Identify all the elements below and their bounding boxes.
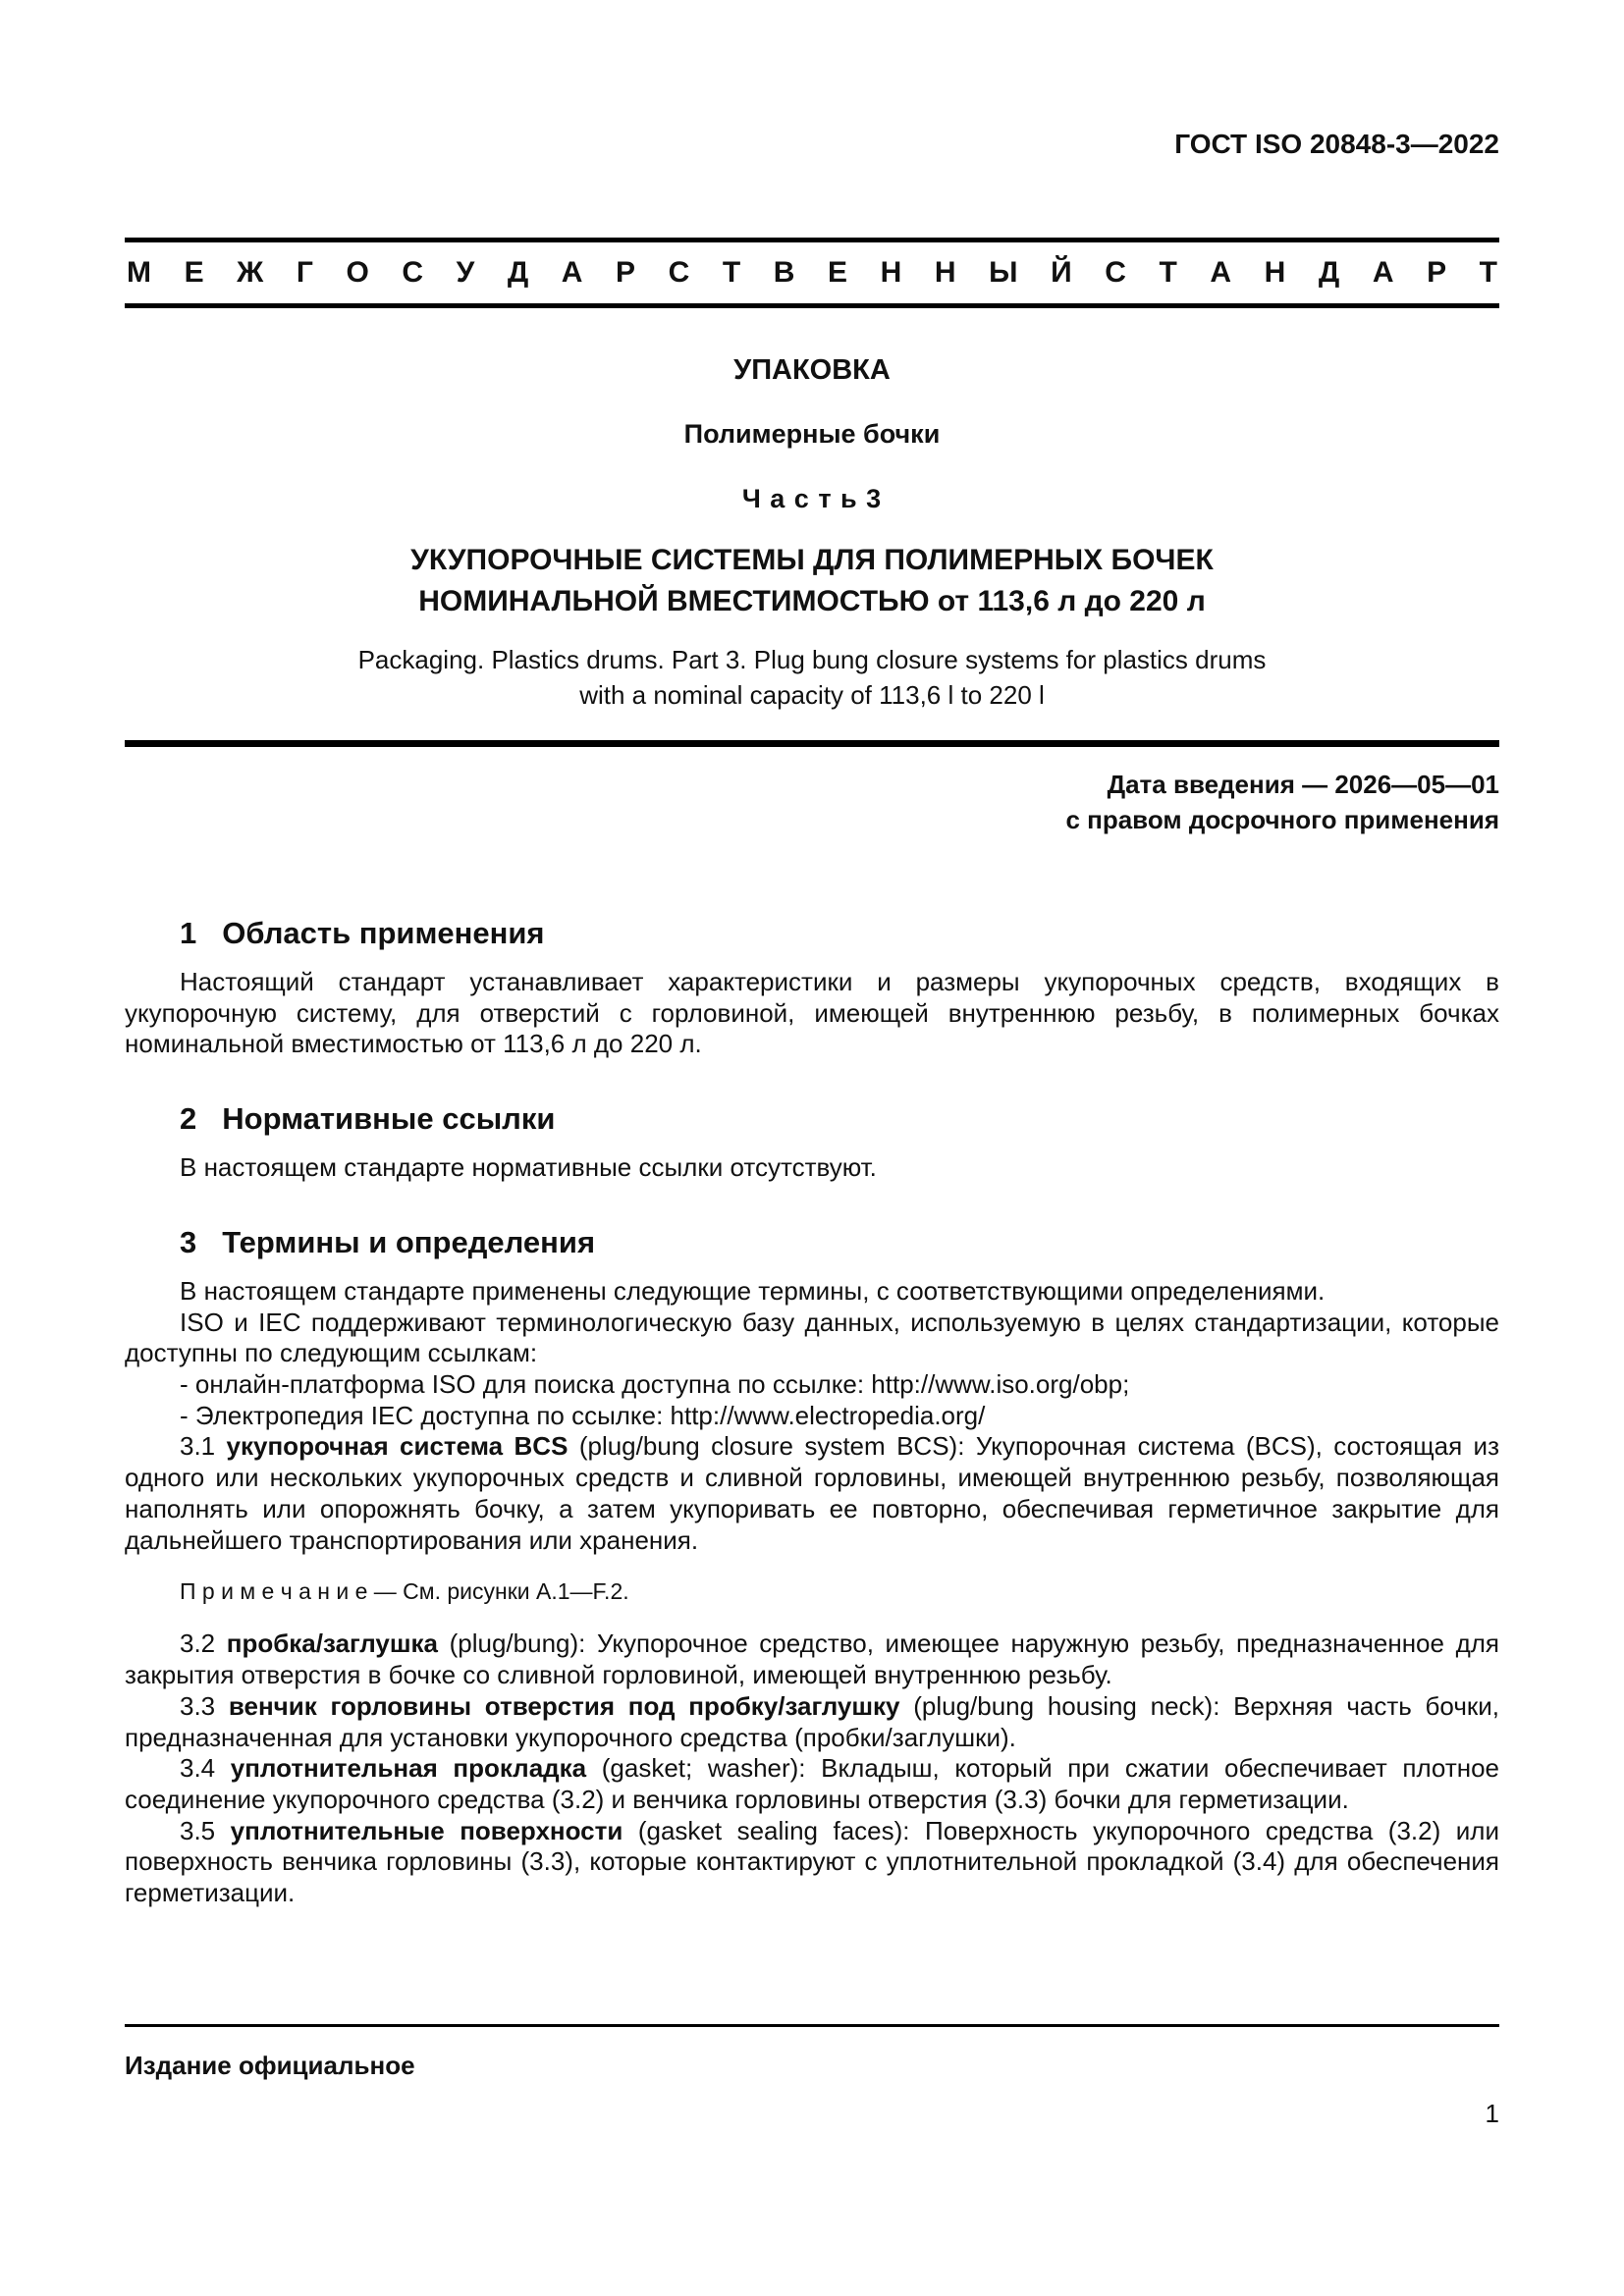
- title-main-line2: НОМИНАЛЬНОЙ ВМЕСТИМОСТЬЮ от 113,6 л до 220 л: [418, 585, 1206, 617]
- edition-official-label: Издание официальное: [125, 2051, 415, 2080]
- title-object: Полимерные бочки: [683, 419, 941, 449]
- term-3-3-definition: (plug/bung housing neck): Верхняя часть бочки, предназначенная для установки укупорочного средства (пробки/заглушки).: [125, 1690, 1499, 1752]
- section-3-heading: [180, 1223, 1499, 1262]
- title-main: [125, 540, 1499, 622]
- term-3-2-number: 3.2: [180, 1629, 227, 1659]
- title-english-line2: with a nominal capacity of 113,6 l to 220 l: [579, 680, 1045, 710]
- title-part: Ч а с т ь 3: [741, 484, 883, 513]
- title-main-line1: УКУПОРОЧНЫЕ СИСТЕМЫ ДЛЯ ПОЛИМЕРНЫХ БОЧЕК: [410, 544, 1214, 576]
- term-3-3-number: 3.3: [180, 1690, 229, 1721]
- standard-type-banner: М Е Ж Г О С У Д А Р С Т В Е Н Н Ы Й С Т А Н Д А Р Т: [125, 238, 1499, 308]
- section-3-paragraph-1: В настоящем стандарте применены следующие термины, с соответствующими определениями.: [180, 1275, 1326, 1306]
- title-block: [125, 353, 1499, 713]
- footer-rule: [125, 2024, 1499, 2027]
- section-2-paragraph: В настоящем стандарте нормативные ссылки отсутствуют.: [180, 1152, 877, 1183]
- page-footer: [125, 2024, 1499, 2129]
- term-3-1: [125, 1431, 1499, 1556]
- effective-date-line2: с правом досрочного применения: [1065, 805, 1499, 834]
- separator-rule: [125, 740, 1499, 747]
- page-number: 1: [1485, 2099, 1499, 2128]
- note-line: П р и м е ч а н и е — См. рисунки A.1—F.2.: [180, 1578, 629, 1605]
- section-3-paragraph-2: ISO и IEC поддерживают терминологическую базу данных, используемую в целях стандартизации, которые доступны по следующим ссылкам:: [125, 1307, 1499, 1368]
- doc-code: ГОСТ ISO 20848-3—2022: [1174, 129, 1499, 159]
- section-3-number: 3: [180, 1224, 197, 1259]
- title-english: [125, 642, 1499, 713]
- effective-date-line1: Дата введения — 2026—05—01: [1107, 770, 1499, 799]
- iso-obp-link-line: - онлайн-платформа ISO для поиска доступна по ссылке: http://www.iso.org/obp;: [180, 1369, 1130, 1400]
- title-english-line1: Packaging. Plastics drums. Part 3. Plug bung closure systems for plastics drums: [357, 645, 1267, 674]
- section-1-title: Область применения: [222, 916, 545, 950]
- term-3-2-term: пробка/заглушка: [226, 1629, 438, 1659]
- term-3-4: [125, 1753, 1499, 1815]
- section-2-title: Нормативные ссылки: [222, 1101, 556, 1137]
- term-3-5-term: уплотнительные поверхности: [230, 1815, 623, 1845]
- section-2-heading: [180, 1099, 1499, 1139]
- term-3-4-number: 3.4: [180, 1753, 231, 1784]
- term-3-1-term: укупорочная система BCS: [226, 1431, 568, 1462]
- term-3-5-definition: (gasket sealing faces): Поверхность укупорочного средства (3.2) или поверхность венчика горловины (3.3), которые контактируют с уплотнительной прокладкой (3.4) для обеспечения герметизации.: [125, 1815, 1499, 1908]
- term-3-1-definition: (plug/bung closure system BCS): Укупорочная система (BCS), состоящая из одного или нескольких укупорочных средств и сливной горловины, имеющей внутреннюю резьбу, позволяющая наполнять или опорожнять бочку, а затем укупоривать ее повторно, обеспечивая герметичное закрытие для дальнейшего транспортирования или хранения.: [125, 1431, 1499, 1555]
- term-3-5: [125, 1816, 1499, 1909]
- term-3-2-definition: (plug/bung): Укупорочное средство, имеющее наружную резьбу, предназначенное для закрытия отверстия в бочке со сливной горловиной, имеющей внутреннюю резьбу.: [125, 1629, 1499, 1690]
- section-1-paragraph: Настоящий стандарт устанавливает характеристики и размеры укупорочных средств, входящих в укупорочную систему, для отверстий с горловиной, имеющей внутреннюю резьбу, в полимерных бочках номинальной вместимостью от 113,6 л до 220 л.: [125, 967, 1499, 1059]
- electropedia-link-line: - Электропедия IEC доступна по ссылке: http://www.electropedia.org/: [180, 1400, 986, 1430]
- term-3-2: [125, 1629, 1499, 1690]
- section-2-number: 2: [180, 1101, 197, 1137]
- term-3-3-term: венчик горловины отверстия под пробку/заглушку: [228, 1690, 900, 1721]
- term-3-4-definition: (gasket; washer): Вкладыш, который при сжатии обеспечивает плотное соединение укупорочного средства (3.2) и венчика горловины отверстия (3.3) бочки для герметизации.: [125, 1753, 1500, 1814]
- term-3-3: [125, 1691, 1499, 1753]
- effective-date-block: [125, 767, 1499, 837]
- section-1-number: 1: [180, 916, 197, 950]
- title-subject: УПАКОВКА: [733, 354, 891, 386]
- term-3-4-term: уплотнительная прокладка: [230, 1753, 587, 1784]
- section-3-title: Термины и определения: [222, 1224, 596, 1259]
- section-1-heading: [180, 914, 1499, 953]
- term-3-5-number: 3.5: [180, 1815, 231, 1845]
- term-3-1-number: 3.1: [180, 1431, 227, 1462]
